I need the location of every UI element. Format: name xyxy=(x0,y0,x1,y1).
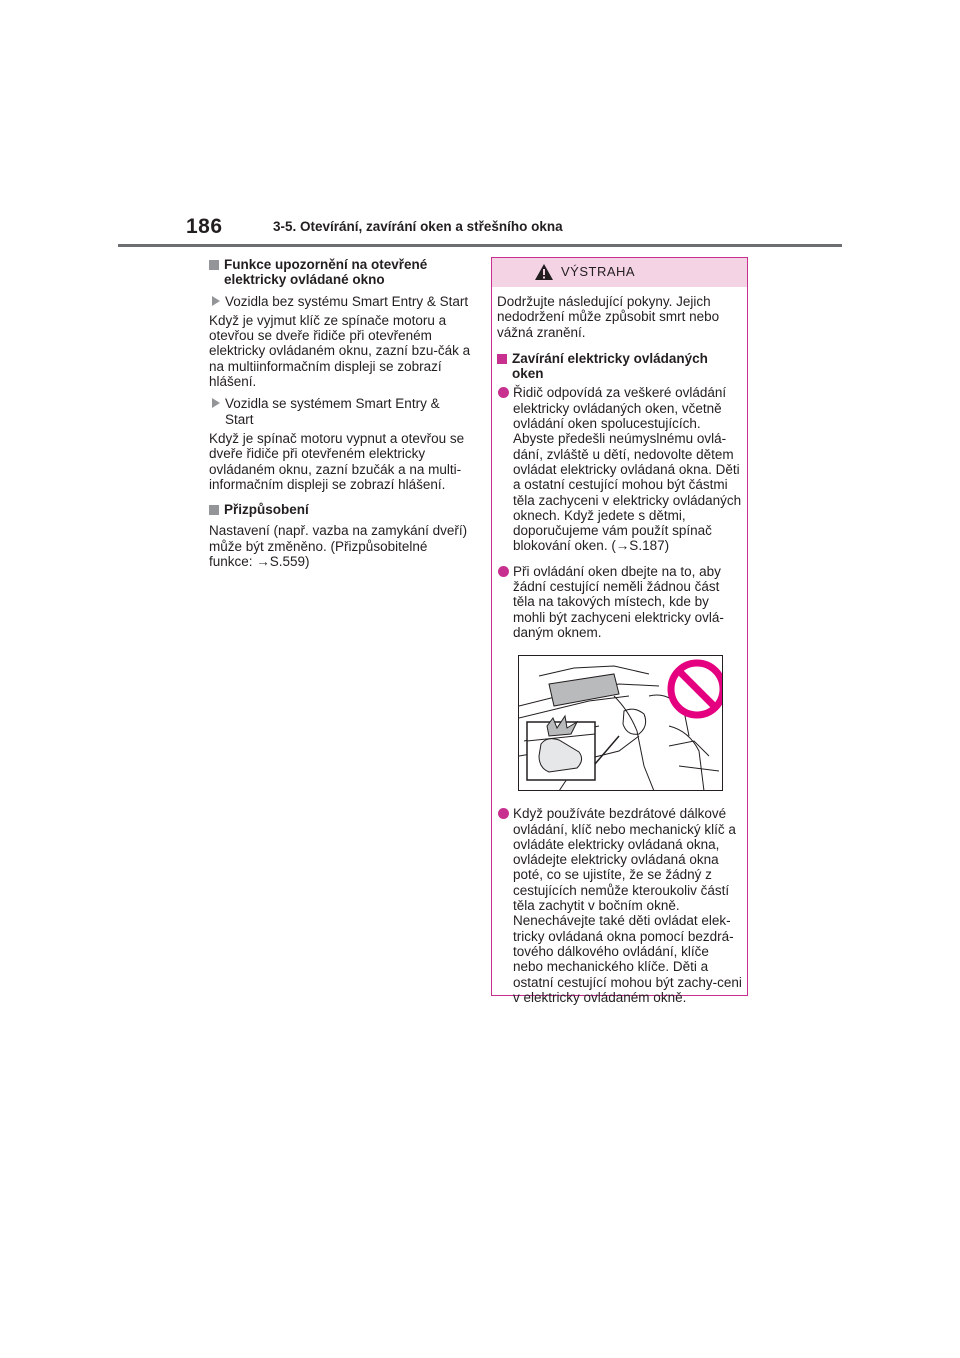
circle-bullet-icon xyxy=(498,808,509,819)
left-column xyxy=(209,257,471,576)
section-heading-open-window-alert xyxy=(209,257,471,288)
square-bullet-icon xyxy=(209,260,219,270)
warning-intro: Dodržujte následující pokyny. Jejich nedodržení může způsobit smrt nebo vážná zranění. xyxy=(497,294,720,340)
triangle-bullet-icon xyxy=(212,296,220,306)
warning-bullet xyxy=(497,564,742,640)
bullet-text: Při ovládání oken dbejte na to, aby žádní cestující neměli žádnou část těla na takových místech, kde by mohli být zachyceni elektricky ovlá-daným oknem. xyxy=(513,563,724,640)
subheading-text: Vozidla se systémem Smart Entry & Start xyxy=(225,396,440,427)
bullet-text: Řidič odpovídá za veškeré ovládání elektricky ovládaných oken, včetně ovládání oken spolucestujících. Abyste předešli neúmyslnému ovlá-dání, zvláště u dětí, nedovolte dětem ovládat elektricky ovládaná okna. Děti a ostatní cestující mohou být částmi těla zachyceni v elektricky ovládaných oknech. Když jedete s dětmi, doporučujeme vám použít spínač blokování oken. (→S.187) xyxy=(513,385,742,554)
triangle-bullet-icon xyxy=(212,398,220,408)
car-interior-illustration xyxy=(519,656,723,791)
header-divider xyxy=(118,244,842,247)
warning-title: VÝSTRAHA xyxy=(561,264,636,279)
warning-body xyxy=(492,287,747,1005)
illustration-hand-caught-in-window xyxy=(518,655,723,791)
bullet-text: Když používáte bezdrátové dálkové ovládání, klíč nebo mechanický klíč a ovládáte elektricky ovládaná okna, ovládejte elektricky ovládaná okna poté, co se ujistíte, že se žádný z cestujících nemůže kteroukoliv částí těla zachytit v bočním okně. Nenechávejte také děti ovládat elek-tricky ovládaná okna pomocí bezdrá-tového dálkového ovládání, klíče nebo mechanického klíče. Děti a ostatní cestující mohou být zachy-ceni v elektricky ovládaném okně. xyxy=(513,806,742,1005)
subheading-without-smart-entry xyxy=(209,294,471,309)
warning-heading xyxy=(497,351,742,382)
subheading-text: Vozidla bez systému Smart Entry & Start xyxy=(225,293,469,309)
square-bullet-icon xyxy=(497,354,507,364)
section-heading-customization xyxy=(209,502,471,517)
heading-text: Přizpůsobení xyxy=(224,502,309,518)
paragraph: Nastavení (např. vazba na zamykání dveří) může být změněno. (Přizpůsobitelné funkce: →S.559) xyxy=(209,523,468,570)
warning-bullet xyxy=(497,385,742,553)
heading-text: Zavírání elektricky ovládaných oken xyxy=(512,350,708,382)
circle-bullet-icon xyxy=(498,387,509,398)
warning-bullet xyxy=(497,806,742,1005)
square-bullet-icon xyxy=(209,505,219,515)
circle-bullet-icon xyxy=(498,566,509,577)
warning-triangle-icon xyxy=(534,263,554,281)
paragraph: Když je vyjmut klíč ze spínače motoru a otevřou se dveře řidiče při otevřeném elektricky ovládaném oknu, zazní bzu-čák a na multiinformačním displeji se zobrazí hlášení. xyxy=(209,312,471,390)
paragraph: Když je spínač motoru vypnut a otevřou se dveře řidiče při otevřeném elektricky ovládaném oknu, zazní bzučák a na multi-informačním displeji se zobrazí hlášení. xyxy=(209,430,465,492)
warning-header xyxy=(492,258,747,287)
subheading-with-smart-entry xyxy=(209,396,471,427)
section-title: 3-5. Otevírání, zavírání oken a střešního okna xyxy=(273,219,563,234)
heading-text: Funkce upozornění na otevřené elektricky ovládané okno xyxy=(224,257,428,288)
page-number: 186 xyxy=(186,215,223,238)
warning-box xyxy=(491,257,748,1005)
